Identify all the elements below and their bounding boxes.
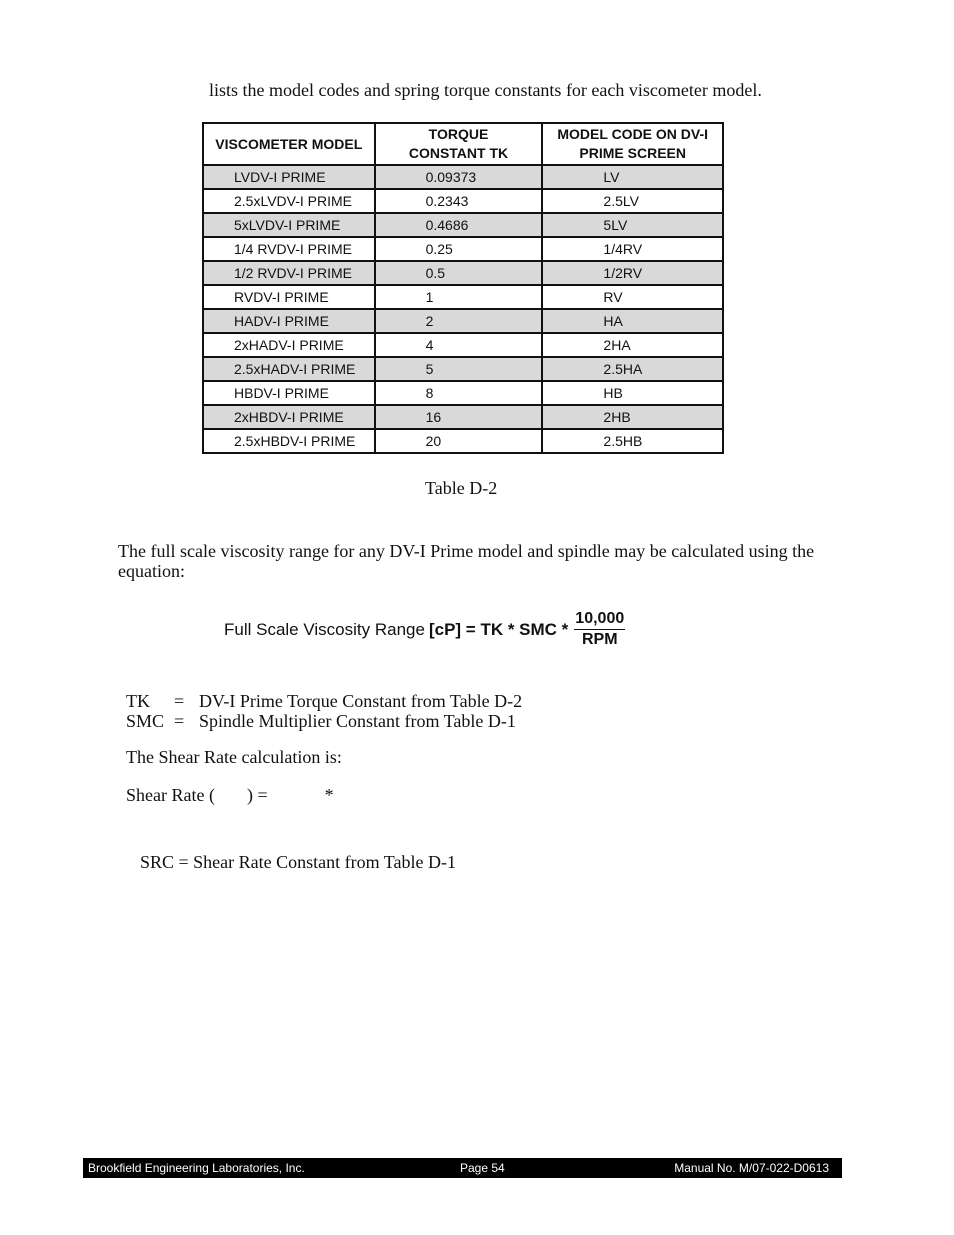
table-row [203, 213, 723, 237]
code-cell: 2HB [542, 405, 723, 429]
model-cell: 2.5xHADV-I PRIME [203, 357, 375, 381]
equation-lead: Full Scale Viscosity Range [224, 619, 425, 639]
model-cell: 5xLVDV-I PRIME [203, 213, 375, 237]
model-cell: RVDV-I PRIME [203, 285, 375, 309]
shear-rate-equation [126, 785, 334, 806]
torque-cell: 0.4686 [375, 213, 543, 237]
table-row [203, 237, 723, 261]
src-definition: SRC = Shear Rate Constant from Table D-1 [140, 852, 457, 872]
table-row [203, 405, 723, 429]
viscosity-equation [224, 609, 625, 650]
shear-close: ) = [246, 785, 268, 805]
torque-cell: 0.09373 [375, 165, 543, 189]
code-cell: HB [542, 381, 723, 405]
shear-label: Shear Rate ( [126, 785, 215, 805]
shear-rate-intro: The Shear Rate calculation is: [126, 747, 342, 767]
fraction-denominator: RPM [581, 631, 618, 648]
torque-cell: 0.25 [375, 237, 543, 261]
header-model-code [542, 123, 723, 165]
model-cell: 2.5xHBDV-I PRIME [203, 429, 375, 453]
torque-cell: 20 [375, 429, 543, 453]
definition-term: SMC [126, 711, 165, 731]
header-code-line1: MODEL CODE ON DV-I [557, 126, 709, 142]
intro-text: lists the model codes and spring torque constants for each viscometer model. [209, 80, 762, 100]
footer-page-number: Page 54 [460, 1161, 505, 1175]
code-cell: 2.5HB [542, 429, 723, 453]
model-cell: HBDV-I PRIME [203, 381, 375, 405]
table-row [203, 381, 723, 405]
model-cell: 1/4 RVDV-I PRIME [203, 237, 375, 261]
page-footer [83, 1158, 842, 1178]
model-cell: HADV-I PRIME [203, 309, 375, 333]
code-cell: HA [542, 309, 723, 333]
header-torque-line2: CONSTANT TK [408, 145, 509, 161]
torque-cell: 0.5 [375, 261, 543, 285]
code-cell: LV [542, 165, 723, 189]
model-cell: 2xHBDV-I PRIME [203, 405, 375, 429]
definition-equals: = [174, 691, 185, 711]
torque-cell: 16 [375, 405, 543, 429]
code-cell: 2.5HA [542, 357, 723, 381]
torque-cell: 0.2343 [375, 189, 543, 213]
footer-manual-number: Manual No. M/07-022-D0613 [674, 1161, 829, 1175]
table-row [203, 285, 723, 309]
torque-cell: 5 [375, 357, 543, 381]
model-cell: LVDV-I PRIME [203, 165, 375, 189]
model-cell: 2xHADV-I PRIME [203, 333, 375, 357]
table-row [203, 309, 723, 333]
equation-bold-term: [cP] = TK * SMC * [428, 619, 569, 639]
table-caption: Table D-2 [425, 478, 498, 498]
table-row [203, 357, 723, 381]
table-row [203, 165, 723, 189]
code-cell: 5LV [542, 213, 723, 237]
fraction-numerator: 10,000 [574, 609, 625, 630]
torque-cell: 1 [375, 285, 543, 309]
table-header-row [203, 123, 723, 165]
model-cell: 2.5xLVDV-I PRIME [203, 189, 375, 213]
body-paragraph: The full scale viscosity range for any DV-I Prime model and spindle may be calculated using the equation: [118, 541, 815, 581]
torque-cell: 8 [375, 381, 543, 405]
header-code-line2: PRIME SCREEN [579, 145, 686, 161]
torque-cell: 2 [375, 309, 543, 333]
code-cell: 2.5LV [542, 189, 723, 213]
table-row [203, 261, 723, 285]
code-cell: 2HA [542, 333, 723, 357]
footer-company: Brookfield Engineering Laboratories, Inc. [88, 1161, 305, 1175]
model-table [202, 122, 724, 454]
table-row [203, 189, 723, 213]
definition-smc [126, 711, 516, 732]
code-cell: 1/4RV [542, 237, 723, 261]
table-row [203, 333, 723, 357]
header-viscometer-model: VISCOMETER MODEL [203, 123, 375, 165]
equation-fraction [574, 609, 625, 650]
shear-star: * [324, 785, 334, 805]
definition-desc: DV-I Prime Torque Constant from Table D-2 [199, 691, 523, 711]
definition-term: TK [126, 691, 150, 711]
header-torque-constant [375, 123, 543, 165]
definition-tk [126, 691, 522, 712]
definition-equals: = [174, 711, 185, 731]
header-torque-line1: TORQUE [428, 126, 489, 142]
definition-desc: Spindle Multiplier Constant from Table D-1 [199, 711, 516, 731]
model-cell: 1/2 RVDV-I PRIME [203, 261, 375, 285]
code-cell: 1/2RV [542, 261, 723, 285]
torque-cell: 4 [375, 333, 543, 357]
table-row [203, 429, 723, 453]
code-cell: RV [542, 285, 723, 309]
